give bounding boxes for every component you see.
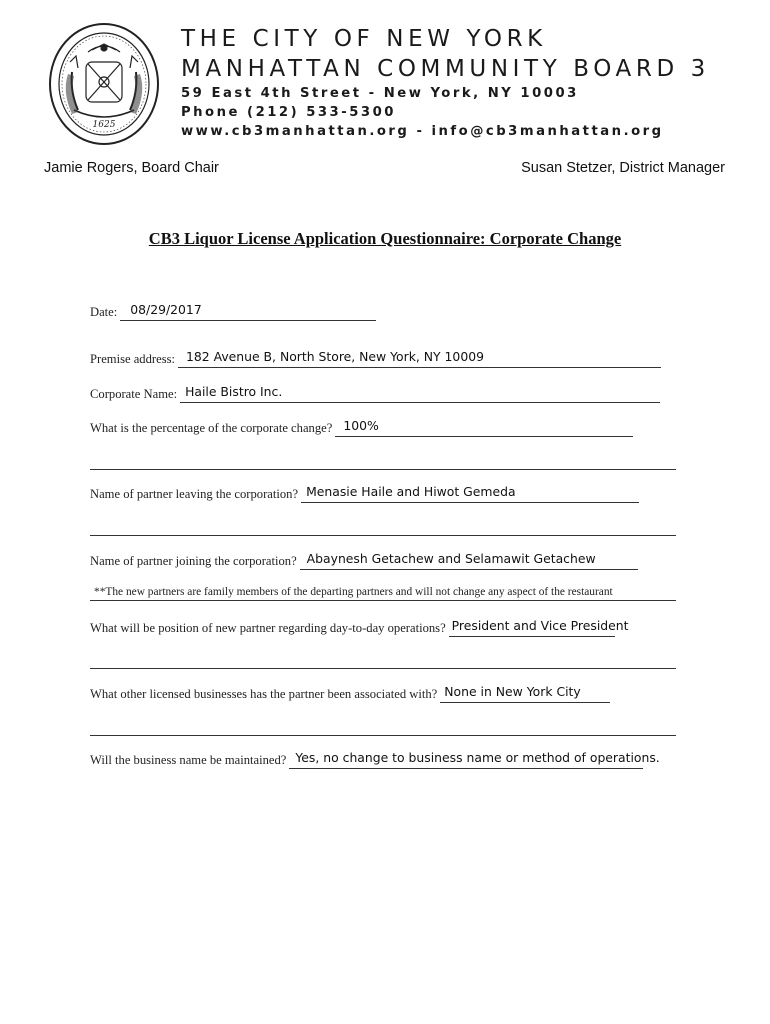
other-businesses-field[interactable] bbox=[440, 684, 610, 703]
blank-line[interactable] bbox=[90, 535, 676, 536]
board-chair: Jamie Rogers, Board Chair bbox=[44, 160, 219, 176]
partner-leaving-value: Menasie Haile and Hiwot Gemeda bbox=[306, 484, 516, 499]
name-maintained-label: Will the business name be maintained? bbox=[90, 753, 287, 767]
date-field[interactable] bbox=[120, 302, 376, 321]
premise-field[interactable] bbox=[178, 349, 661, 368]
corporate-name-label: Corporate Name: bbox=[90, 387, 178, 401]
position-field[interactable] bbox=[449, 618, 629, 637]
partner-joining-row bbox=[90, 551, 638, 570]
name-maintained-row bbox=[90, 750, 660, 769]
note-text: **The new partners are family members of the departing partners and will not change any aspect of the restaurant bbox=[94, 586, 613, 598]
seal-year: 1625 bbox=[92, 120, 116, 130]
premise-label: Premise address: bbox=[90, 352, 175, 366]
partner-joining-label: Name of partner joining the corporation? bbox=[90, 554, 297, 568]
percentage-field[interactable] bbox=[335, 418, 633, 437]
corporate-name-value: Haile Bistro Inc. bbox=[185, 384, 283, 399]
letterhead-city: THE CITY OF NEW YORK bbox=[181, 26, 547, 52]
corporate-name-field[interactable] bbox=[180, 384, 660, 403]
percentage-value: 100% bbox=[343, 418, 379, 433]
partner-leaving-field[interactable] bbox=[301, 484, 639, 503]
other-businesses-value: None in New York City bbox=[444, 684, 581, 699]
letterhead-address: 59 East 4th Street - New York, NY 10003 bbox=[181, 86, 579, 101]
percentage-row bbox=[90, 418, 633, 437]
position-label: What will be position of new partner regarding day-to-day operations? bbox=[90, 621, 446, 635]
city-seal-logo bbox=[48, 22, 160, 146]
letterhead-phone: Phone (212) 533-5300 bbox=[181, 105, 396, 120]
position-value: President and Vice President bbox=[451, 618, 629, 633]
blank-line[interactable] bbox=[90, 668, 676, 669]
partner-leaving-row bbox=[90, 484, 639, 503]
letterhead-board: MANHATTAN COMMUNITY BOARD 3 bbox=[181, 56, 710, 82]
date-value: 08/29/2017 bbox=[130, 302, 202, 317]
partner-joining-value: Abaynesh Getachew and Selamawit Getachew bbox=[306, 551, 596, 566]
premise-value: 182 Avenue B, North Store, New York, NY 10009 bbox=[186, 349, 484, 364]
district-manager: Susan Stetzer, District Manager bbox=[521, 160, 725, 176]
premise-row bbox=[90, 349, 661, 368]
date-row bbox=[90, 302, 376, 321]
note-line bbox=[90, 582, 676, 601]
name-maintained-field[interactable] bbox=[289, 750, 660, 769]
corporate-name-row bbox=[90, 384, 660, 403]
form-title: CB3 Liquor License Application Questionnaire: Corporate Change bbox=[148, 229, 622, 248]
blank-line[interactable] bbox=[90, 735, 676, 736]
other-businesses-row bbox=[90, 684, 610, 703]
other-businesses-label: What other licensed businesses has the partner been associated with? bbox=[90, 687, 438, 701]
position-row bbox=[90, 618, 629, 637]
letterhead bbox=[181, 24, 710, 141]
blank-line[interactable] bbox=[90, 469, 676, 470]
percentage-label: What is the percentage of the corporate change? bbox=[90, 421, 333, 435]
letterhead-web: www.cb3manhattan.org - info@cb3manhattan.org bbox=[181, 124, 664, 139]
name-maintained-value: Yes, no change to business name or method of operations. bbox=[295, 750, 660, 765]
partner-joining-field[interactable] bbox=[300, 551, 638, 570]
partner-leaving-label: Name of partner leaving the corporation? bbox=[90, 487, 299, 501]
date-label: Date: bbox=[90, 305, 118, 319]
